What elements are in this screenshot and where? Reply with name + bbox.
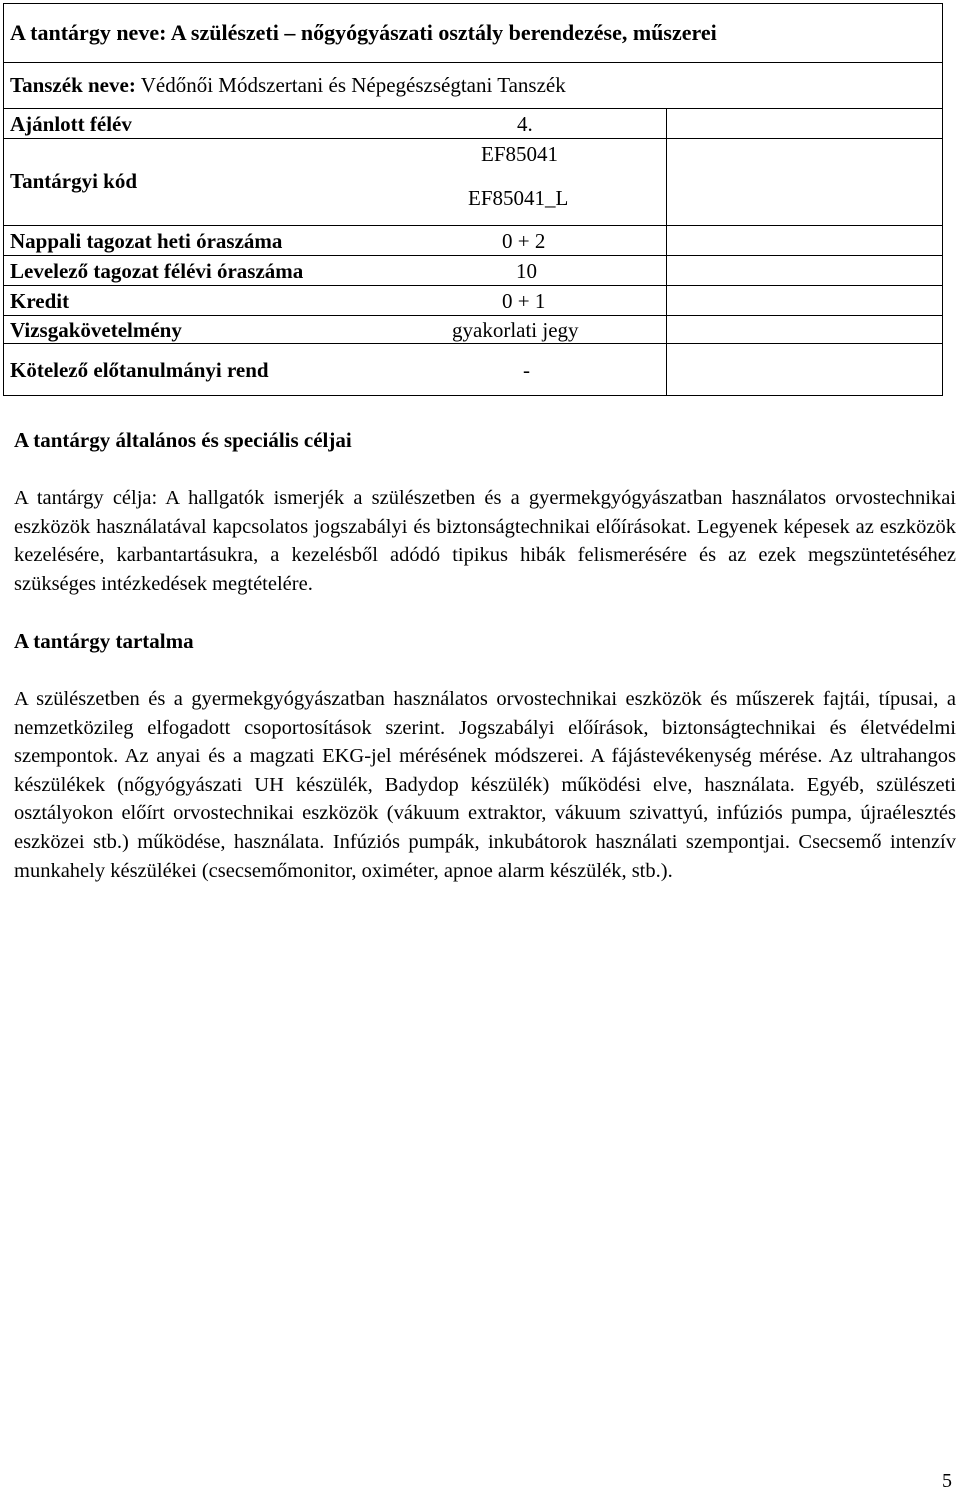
credit-row bbox=[4, 286, 942, 316]
department-label: Tanszék neve: bbox=[10, 73, 136, 97]
subject-name: A szülészeti – nőgyógyászati osztály berendezése, műszerei bbox=[170, 20, 717, 45]
credit-value: 0 + 1 bbox=[502, 289, 546, 313]
content-paragraph: A szülészetben és a gyermekgyógyászatban használatos orvostechnikai eszközök és műszerek fajtái, típusai, a nemzetközileg elfogadott csoportosítások szerint. Jogszabályi előírások, biztonságtechnikai és életvédelmi szempontok. Az anyai és a magzati EKG-jel mérésének módszerei. A fájástevékenység mérése. Az ultrahangos készülékek (nőgyógyászati UH készülék, Badydop készülék) működési elve, használata. Egyéb, szülészeti osztályokon előírt orvostechnikai eszközök (vákuum extraktor, vákuum szivattyú, infúziós pumpa, újraélesztés eszközei stb.) működése, használata. Infúziós pumpák, inkubátorok használati szempontjai. Csecsemő intenzív munkahely készülékei (csecsemőmonitor, oximéter, apnoe alarm készülék, stb.). bbox=[14, 688, 956, 882]
correspondence-value: 10 bbox=[516, 259, 537, 283]
correspondence-label: Levelező tagozat félévi óraszáma bbox=[10, 259, 304, 283]
code-value-2: EF85041_L bbox=[468, 186, 569, 210]
correspondence-row bbox=[4, 256, 942, 286]
content-heading: A tantárgy tartalma bbox=[14, 629, 194, 653]
code-value-1: EF85041 bbox=[481, 142, 559, 166]
fulltime-row bbox=[4, 226, 942, 256]
goals-paragraph: A tantárgy célja: A hallgatók ismerjék a szülészetben és a gyermekgyógyászatban használatos orvostechnikai eszközök használatával kapcsolatos jogszabályi és biztonságtechnikai előírásokat. Legyenek képesek az eszközök kezelésére, karbantartásukra, a kezelésből adódó tipikus hibák felismerésére és az ezek megszüntetéséhez szükséges intézkedések megtételére. bbox=[14, 487, 956, 595]
page-number: 5 bbox=[942, 1470, 952, 1492]
prerequisite-row bbox=[4, 344, 942, 396]
exam-value: gyakorlati jegy bbox=[452, 318, 579, 342]
exam-row bbox=[4, 316, 942, 344]
course-info-table bbox=[3, 3, 943, 396]
semester-row bbox=[4, 109, 942, 139]
department-value: Védőnői Módszertani és Népegészségtani Tanszék bbox=[140, 73, 566, 97]
semester-label: Ajánlott félév bbox=[10, 112, 132, 136]
fulltime-label: Nappali tagozat heti óraszáma bbox=[10, 229, 283, 253]
semester-value: 4. bbox=[517, 112, 533, 136]
prerequisite-label: Kötelező előtanulmányi rend bbox=[10, 358, 269, 382]
credit-label: Kredit bbox=[10, 289, 70, 313]
code-row bbox=[4, 139, 942, 226]
fulltime-value: 0 + 2 bbox=[502, 229, 546, 253]
subject-row bbox=[4, 4, 942, 63]
prerequisite-value: - bbox=[523, 358, 530, 382]
table-column-divider bbox=[666, 109, 667, 395]
goals-heading: A tantárgy általános és speciális céljai bbox=[14, 428, 352, 452]
department-row bbox=[4, 63, 942, 109]
subject-label: A tantárgy neve: bbox=[10, 20, 167, 45]
exam-label: Vizsgakövetelmény bbox=[10, 318, 182, 342]
code-label: Tantárgyi kód bbox=[10, 169, 138, 193]
